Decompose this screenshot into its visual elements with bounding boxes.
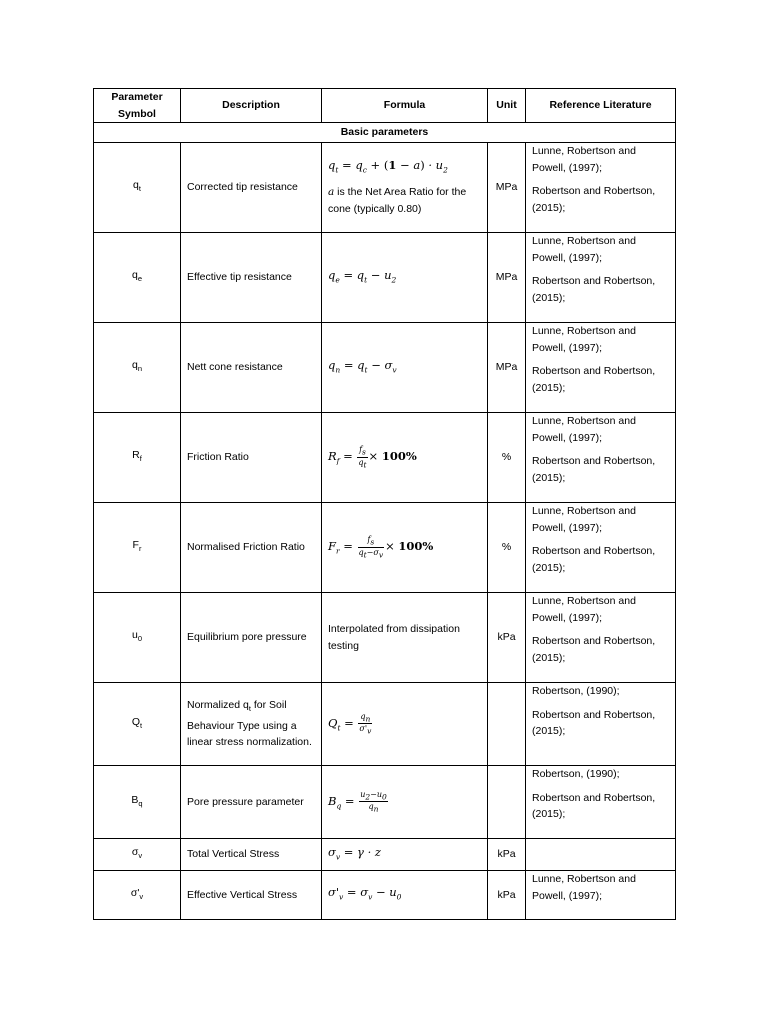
table-row bbox=[94, 143, 676, 233]
param-description: Normalized $q_t$ for Soil Behaviour Type using a linear stress normalization. bbox=[181, 683, 322, 766]
section-row bbox=[94, 123, 676, 143]
param-unit: MPa bbox=[488, 323, 526, 413]
param-unit: MPa bbox=[488, 143, 526, 233]
param-description: Pore pressure parameter bbox=[181, 766, 322, 839]
param-symbol: $u_0$ bbox=[94, 593, 181, 683]
param-unit: % bbox=[488, 413, 526, 503]
section-title: Basic parameters bbox=[94, 123, 676, 143]
param-references bbox=[526, 593, 676, 683]
table-row bbox=[94, 839, 676, 871]
param-symbol: $\sigma'_v$ bbox=[94, 871, 181, 920]
header-formula: Formula bbox=[322, 89, 488, 123]
header-description: Description bbox=[181, 89, 322, 123]
param-references bbox=[526, 233, 676, 323]
param-description: Effective Vertical Stress bbox=[181, 871, 322, 920]
param-references bbox=[526, 839, 676, 871]
table-row bbox=[94, 871, 676, 920]
reference-item: Robertson, (1990); bbox=[532, 768, 620, 780]
param-formula: $q_e = q_t - u_2$ bbox=[322, 233, 488, 323]
param-references bbox=[526, 143, 676, 233]
param-references bbox=[526, 766, 676, 839]
reference-item: Lunne, Robertson and Powell, (1997); bbox=[532, 325, 636, 354]
reference-item: Lunne, Robertson and Powell, (1997); bbox=[532, 145, 636, 174]
param-description: Nett cone resistance bbox=[181, 323, 322, 413]
param-references bbox=[526, 323, 676, 413]
param-references bbox=[526, 871, 676, 920]
table-row bbox=[94, 766, 676, 839]
param-unit: MPa bbox=[488, 233, 526, 323]
table-row bbox=[94, 323, 676, 413]
param-description: Corrected tip resistance bbox=[181, 143, 322, 233]
param-symbol: $F_r$ bbox=[94, 503, 181, 593]
reference-item: Robertson and Robertson, (2015); bbox=[532, 275, 656, 304]
param-formula: $q_t = q_c + (1 - a) \cdot u_2$ a is the Net Area Ratio for the cone (typically 0.80) bbox=[322, 143, 488, 233]
reference-item: Robertson, (1990); bbox=[532, 685, 620, 697]
reference-item: Lunne, Robertson and Powell, (1997); bbox=[532, 505, 636, 534]
param-description: Effective tip resistance bbox=[181, 233, 322, 323]
reference-item: Robertson and Robertson, (2015); bbox=[532, 365, 656, 394]
header-symbol: Parameter Symbol bbox=[94, 89, 181, 123]
param-symbol: $B_q$ bbox=[94, 766, 181, 839]
reference-item: Lunne, Robertson and Powell, (1997); bbox=[532, 873, 636, 902]
reference-item: Robertson and Robertson, (2015); bbox=[532, 708, 656, 737]
param-description: Friction Ratio bbox=[181, 413, 322, 503]
param-formula: $q_n = q_t - \sigma_v$ bbox=[322, 323, 488, 413]
param-unit: kPa bbox=[488, 839, 526, 871]
param-symbol: $q_n$ bbox=[94, 323, 181, 413]
param-symbol: $q_t$ bbox=[94, 143, 181, 233]
param-unit: kPa bbox=[488, 593, 526, 683]
reference-item: Lunne, Robertson and Powell, (1997); bbox=[532, 235, 636, 264]
table-row bbox=[94, 413, 676, 503]
param-references bbox=[526, 413, 676, 503]
reference-item: Lunne, Robertson and Powell, (1997); bbox=[532, 595, 636, 624]
table-row bbox=[94, 233, 676, 323]
param-formula: $\sigma'_v = \sigma_v - u_0$ bbox=[322, 871, 488, 920]
param-references bbox=[526, 503, 676, 593]
table-row bbox=[94, 683, 676, 766]
param-description: Total Vertical Stress bbox=[181, 839, 322, 871]
param-symbol: $\sigma_v$ bbox=[94, 839, 181, 871]
param-formula: Interpolated from dissipation testing bbox=[322, 593, 488, 683]
reference-item: Robertson and Robertson, (2015); bbox=[532, 635, 656, 664]
param-formula: $\sigma_v = \gamma \cdot z$ bbox=[322, 839, 488, 871]
param-unit: % bbox=[488, 503, 526, 593]
reference-item: Robertson and Robertson, (2015); bbox=[532, 455, 656, 484]
param-references bbox=[526, 683, 676, 766]
table-row bbox=[94, 593, 676, 683]
param-formula: $Q_t$ = $\frac{q_n}{\sigma'_v}$ bbox=[322, 683, 488, 766]
parameter-table bbox=[93, 88, 676, 920]
formula-note: a is the Net Area Ratio for the cone (typically 0.80) bbox=[328, 186, 467, 216]
param-description: Normalised Friction Ratio bbox=[181, 503, 322, 593]
param-symbol: $Q_t$ bbox=[94, 683, 181, 766]
param-description: Equilibrium pore pressure bbox=[181, 593, 322, 683]
param-symbol: $R_f$ bbox=[94, 413, 181, 503]
param-unit: kPa bbox=[488, 871, 526, 920]
reference-item: Robertson and Robertson, (2015); bbox=[532, 545, 656, 574]
param-formula: $R_f$ = $\frac{f_s}{q_t}$ × 100% bbox=[322, 413, 488, 503]
reference-item: Robertson and Robertson, (2015); bbox=[532, 185, 656, 214]
header-reference: Reference Literature bbox=[526, 89, 676, 123]
param-unit bbox=[488, 683, 526, 766]
header-row bbox=[94, 89, 676, 123]
reference-item: Robertson and Robertson, (2015); bbox=[532, 791, 656, 820]
table-row bbox=[94, 503, 676, 593]
param-symbol: $q_e$ bbox=[94, 233, 181, 323]
param-formula: $B_q$ = $\frac{u_2-u_0}{q_n}$ bbox=[322, 766, 488, 839]
reference-item: Lunne, Robertson and Powell, (1997); bbox=[532, 415, 636, 444]
param-unit bbox=[488, 766, 526, 839]
param-formula: $F_r$ = $\frac{f_s}{q_t-\sigma_v}$ × 100% bbox=[322, 503, 488, 593]
header-unit: Unit bbox=[488, 89, 526, 123]
